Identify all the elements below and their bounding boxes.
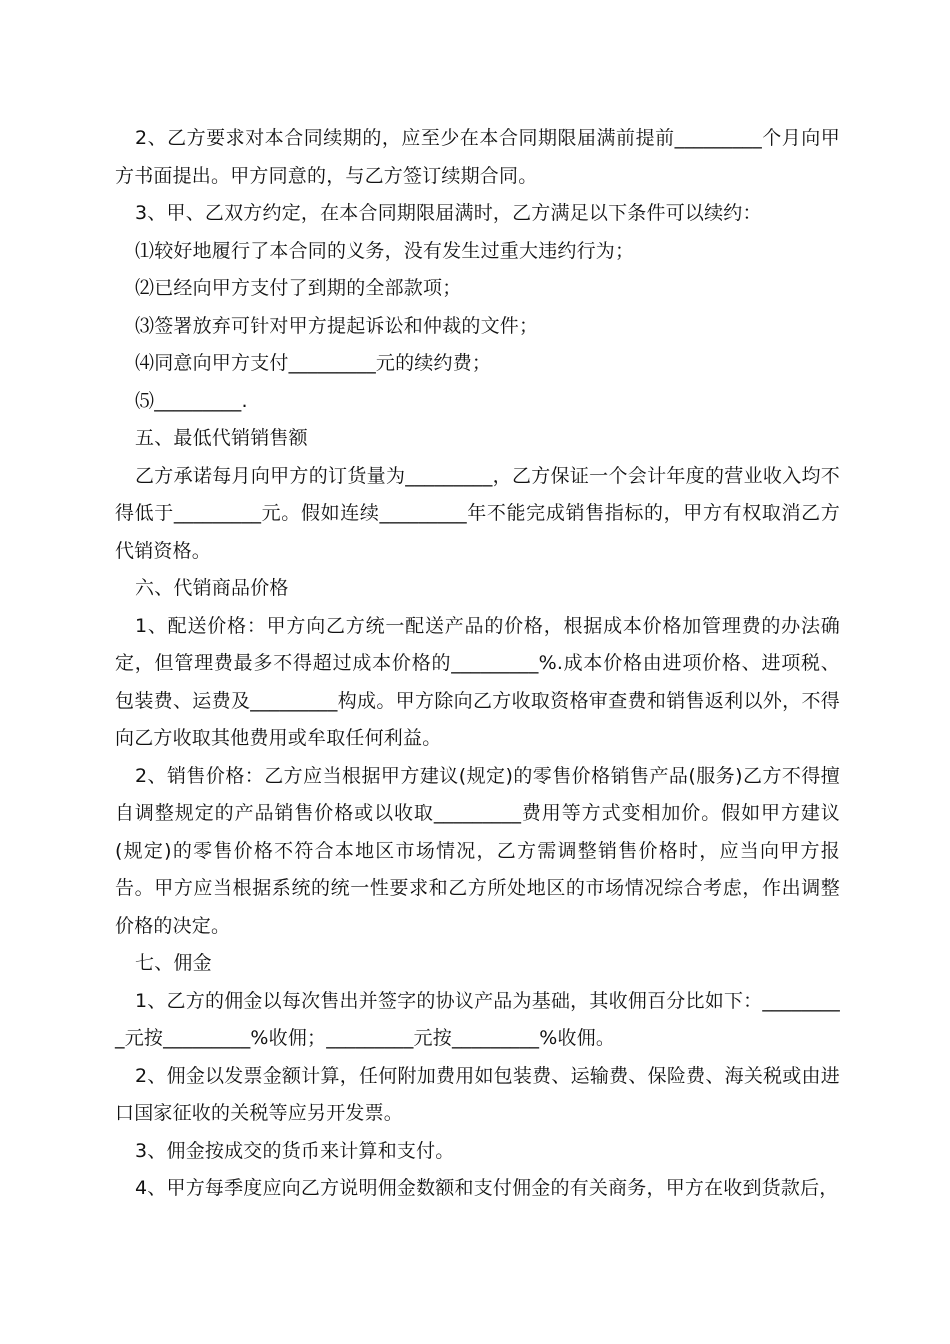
condition-item-5: ⑸_________.	[135, 389, 248, 412]
paragraph-retail-price: 2、销售价格：乙方应当根据甲方建议(规定)的零售价格销售产品(服务)乙方不得擅自调整规定的产品销售价格或以收取_________费用等方式变相加价。假如甲方建议(规定)的零售价格不符合本地区市场情况，乙方需调整销售价格时，应当向甲方报告。甲方应当根据系统的统一性要求和乙方所处地区的市场情况综合考虑，作出调整价格的决定。	[115, 764, 840, 937]
paragraph-delivery-price: 1、配送价格：甲方向乙方统一配送产品的价格，根据成本价格加管理费的办法确定，但管理费最多不得超过成本价格的_________%.成本价格由进项价格、进项税、包装费、运费及_________构成。甲方除向乙方收取资格审查费和销售返利以外，不得向乙方收取其他费用或牟取任何利益。	[115, 614, 840, 749]
paragraph-commission-report: 4、甲方每季度应向乙方说明佣金数额和支付佣金的有关商务，甲方在收到货款后，	[135, 1177, 839, 1199]
paragraph-commission-basis: 1、乙方的佣金以每次售出并签字的协议产品为基础，其收佣百分比如下：_________元按_________%收佣；_________元按_________%收佣。	[115, 989, 840, 1049]
condition-item-2: ⑵已经向甲方支付了到期的全部款项；	[135, 277, 462, 299]
condition-item-4: ⑷同意向甲方支付_________元的续约费；	[135, 352, 492, 374]
paragraph-renewal-request: 2、乙方要求对本合同续期的，应至少在本合同期限届满前提前_________个月向甲方书面提出。甲方同意的，与乙方签订续期合同。	[115, 127, 840, 187]
section-heading-minimum-sales: 五、最低代销销售额	[135, 427, 308, 449]
section-heading-commission: 七、佣金	[135, 952, 212, 974]
section-heading-pricing: 六、代销商品价格	[135, 577, 289, 599]
paragraph-minimum-sales: 乙方承诺每月向甲方的订货量为_________，乙方保证一个会计年度的营业收入均不得低于_________元。假如连续_________年不能完成销售指标的，甲方有权取消乙方代销资格。	[115, 464, 840, 562]
document-body	[115, 120, 840, 1208]
paragraph-commission-currency: 3、佣金按成交的货币来计算和支付。	[135, 1139, 455, 1162]
paragraph-commission-invoice: 2、佣金以发票金额计算，任何附加费用如包装费、运输费、保险费、海关税或由进口国家征收的关税等应另开发票。	[115, 1064, 840, 1124]
condition-item-3: ⑶签署放弃可针对甲方提起诉讼和仲裁的文件；	[135, 314, 539, 337]
paragraph-renewal-conditions: 3、甲、乙双方约定，在本合同期限届满时，乙方满足以下条件可以续约：	[135, 202, 762, 224]
condition-item-1: ⑴较好地履行了本合同的义务，没有发生过重大违约行为；	[135, 239, 635, 262]
